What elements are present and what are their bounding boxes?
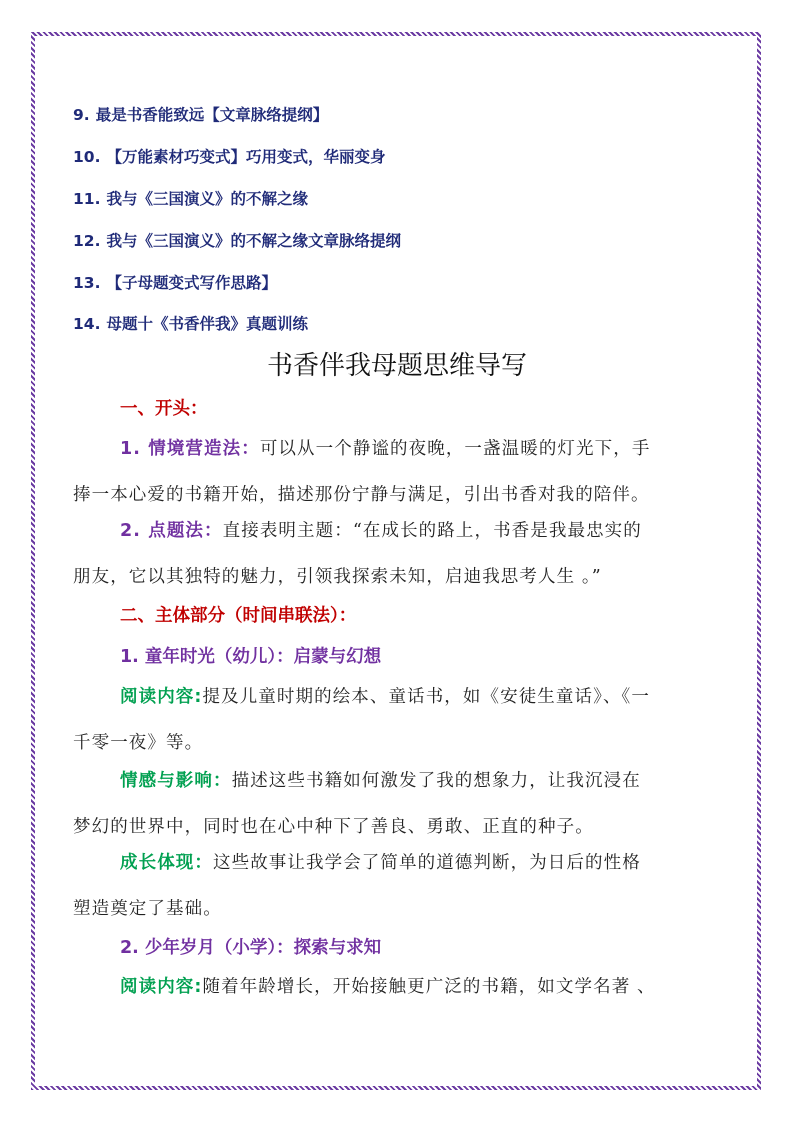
toc-item-11[interactable] bbox=[73, 188, 308, 210]
toc-item-12[interactable] bbox=[73, 230, 401, 252]
paragraph-text: 这些故事让我学会了简单的道德判断，为日后的性格 bbox=[213, 853, 641, 873]
toc-text: 母题十《书香伴我》真题训练 bbox=[106, 315, 308, 333]
subheading-youth: 2. 少年岁月（小学）：探索与求知 bbox=[120, 938, 382, 958]
paragraph-line bbox=[73, 426, 723, 472]
paragraph-label: 阅读内容: bbox=[120, 977, 203, 997]
toc-text: 【子母题变式写作思路】 bbox=[106, 274, 277, 292]
paragraph-label: 阅读内容: bbox=[120, 687, 203, 707]
paragraph-line: 塑造奠定了基础。 bbox=[73, 899, 222, 919]
paragraph-line bbox=[73, 840, 723, 886]
toc-number: 9. bbox=[73, 106, 90, 124]
paragraph-emotion-childhood bbox=[73, 758, 723, 850]
toc-number: 11. bbox=[73, 190, 101, 208]
paragraph-text: 直接表明主题：“在成长的路上，书香是我最忠实的 bbox=[222, 521, 642, 541]
paragraph-line: 梦幻的世界中，同时也在心中种下了善良、勇敢、正直的种子。 bbox=[73, 817, 594, 837]
paragraph-label: 成长体现： bbox=[120, 853, 213, 873]
toc-number: 12. bbox=[73, 232, 101, 250]
toc-number: 13. bbox=[73, 274, 101, 292]
paragraph-label: 1. 情境营造法： bbox=[120, 439, 260, 459]
paragraph-line bbox=[73, 508, 723, 554]
toc-item-13[interactable] bbox=[73, 272, 277, 294]
paragraph-reading-youth bbox=[73, 964, 723, 1010]
toc-number: 14. bbox=[73, 315, 101, 333]
paragraph-label: 2. 点题法： bbox=[120, 521, 223, 541]
toc-item-9[interactable] bbox=[73, 104, 328, 126]
paragraph-line: 千零一夜》等。 bbox=[73, 733, 204, 753]
section-heading-body: 二、主体部分（时间串联法）： bbox=[120, 606, 357, 626]
paragraph-theme-statement bbox=[73, 508, 723, 600]
toc-item-10[interactable] bbox=[73, 146, 385, 168]
toc-number: 10. bbox=[73, 148, 101, 166]
section-heading-opening: 一、开头： bbox=[120, 399, 208, 419]
paragraph-label: 情感与影响： bbox=[120, 771, 232, 791]
paragraph-text: 描述这些书籍如何激发了我的想象力，让我沉浸在 bbox=[231, 771, 641, 791]
paragraph-text: 提及儿童时期的绘本、童话书，如《安徒生童话》、《一 bbox=[202, 687, 650, 707]
paragraph-scene-setting bbox=[73, 426, 723, 518]
toc-text: 【万能素材巧变式】巧用变式，华丽变身 bbox=[106, 148, 386, 166]
paragraph-text: 可以从一个静谧的夜晚，一盏温暖的灯光下，手 bbox=[259, 439, 651, 459]
paragraph-growth-childhood bbox=[73, 840, 723, 932]
toc-text: 我与《三国演义》的不解之缘文章脉络提纲 bbox=[106, 232, 401, 250]
paragraph-line bbox=[73, 674, 723, 720]
document-title: 书香伴我母题思维导写 bbox=[266, 351, 527, 381]
toc-text: 最是书香能致远【文章脉络提纲】 bbox=[95, 106, 329, 124]
paragraph-line bbox=[73, 758, 723, 804]
subheading-childhood: 1. 童年时光（幼儿）：启蒙与幻想 bbox=[120, 647, 382, 667]
paragraph-line: 朋友，它以其独特的魅力，引领我探索未知，启迪我思考人生 。” bbox=[73, 567, 602, 587]
toc-text: 我与《三国演义》的不解之缘 bbox=[106, 190, 308, 208]
paragraph-reading-childhood bbox=[73, 674, 723, 766]
toc-item-14[interactable] bbox=[73, 313, 308, 335]
paragraph-text: 随着年龄增长，开始接触更广泛的书籍，如文学名著 、 bbox=[202, 977, 656, 997]
paragraph-line bbox=[73, 964, 723, 1010]
paragraph-line: 捧一本心爱的书籍开始，描述那份宁静与满足，引出书香对我的陪伴。 bbox=[73, 485, 650, 505]
